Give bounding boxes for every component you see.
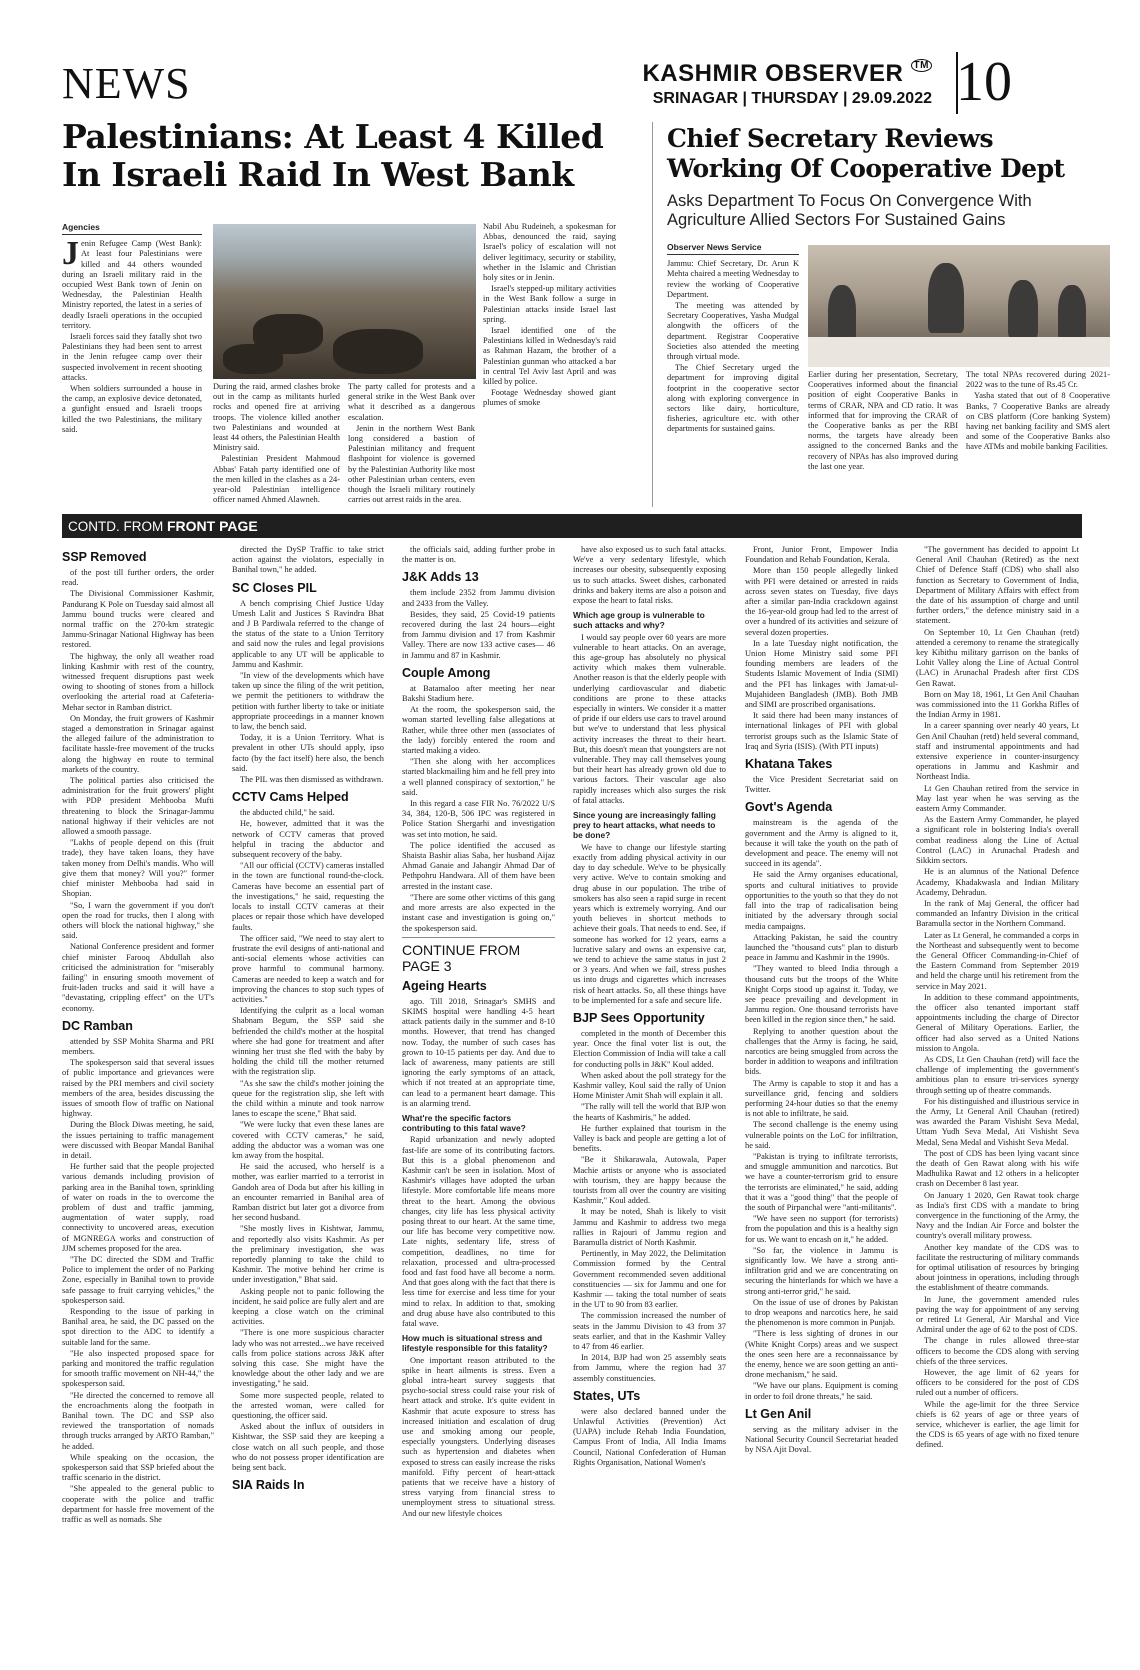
subhead-jk-adds: J&K Adds 13 xyxy=(402,570,479,585)
col1-para: The Divisional Commissioner Kashmir, Pandurang K Pole on Tuesday said almost all Jammu bound trucks were cleared and normal traffic on the 270-km strategic Jammu-Srinagar National Highway has been restored. xyxy=(62,589,214,650)
col3-para: The police identified the accused as Shaista Bashir alias Saba, her husband Aijaz Ahmad Ganaie and Jahangir Ahmad Dar of Pethpohru Handwara. All of them have been arrested in the instant case. xyxy=(402,840,555,891)
contd-col3 xyxy=(402,545,555,1520)
col1-para: "So, I warn the government if you don't open the road for trucks, then I along with others will block the national highway," she said. xyxy=(62,900,214,941)
paper-title-block xyxy=(642,60,932,108)
story2-para: Jammu: Chief Secretary, Dr. Arun K Mehta chaired a meeting Wednesday to review the working of Cooperative Department. xyxy=(667,259,799,299)
story1-col3 xyxy=(348,382,475,506)
subhead-govts-agenda: Govt's Agenda xyxy=(745,800,833,815)
story1-para: The party called for protests and a general strike in the West Bank over what it described as a dangerous escalation. xyxy=(348,382,475,422)
col5-para: "We have our plans. Equipment is coming in order to foil drone threats," he said. xyxy=(745,1381,898,1401)
col2-para: He said the accused, who herself is a mother, was earlier married to a terrorist in Gandoh area of Doda but after his killing in an encounter remarried in Banihal area of Ramban district but later got a divorce from her second husband. xyxy=(232,1162,384,1223)
interview-question: Since young are increasingly falling prey to heart attacks, what needs to be done? xyxy=(573,810,716,841)
story1-col4 xyxy=(483,222,616,410)
col6-para: "The government has decided to appoint Lt General Anil Chauhan (Retired) as the next Chief of Defence Staff (CDS) who shall also function as Secretary to Government of India, Department of Military Affairs with effect from the date of his assumption of charge and until further orders," the defence ministry said in a statement. xyxy=(916,545,1079,626)
col6-para: The post of CDS has been lying vacant since the death of Gen Rawat along with his wife Madhulika Rawat and 12 others in a helicopter crash on December 8 last year. xyxy=(916,1148,1079,1189)
col4-para: Pertinently, in May 2022, the Delimitation Commission formed by the Central Government recommended seven additional constituencies — six for Jammu and one for Kashmir — taking the total number of seats in the UT to 90 from 83 earlier. xyxy=(573,1249,726,1310)
contd-col6 xyxy=(916,545,1079,1452)
section-label: NEWS xyxy=(62,59,191,108)
col4-para: "The rally will tell the world that BJP won the hearts of Kashmiris," he added. xyxy=(573,1102,726,1122)
story2-col2 xyxy=(808,370,958,473)
subhead-ageing-hearts: Ageing Hearts xyxy=(402,978,487,993)
interview-question: Which age group is vulnerable to such attacks and why? xyxy=(573,610,705,631)
col6-para: As CDS, Lt Gen Chauhan (retd) will face the challenge of implementing the government's ambitious plan to ensure tri-services synergy through setting up of theatre commands. xyxy=(916,1054,1079,1095)
story1-text: enin Refugee Camp (West Bank): At least four Palestinians were killed and 44 others wounded during an Israeli military raid in the occupied West Bank town of Jenin on Wednesday, the Palestinian Health Ministry reported, the latest in a series of deadly Israeli operations in the occupied territory. xyxy=(62,239,202,330)
contd-col5 xyxy=(745,545,898,1456)
story1-headline: Palestinians: At Least 4 Killed In Israeli Raid In West Bank xyxy=(62,117,604,194)
meeting-photo xyxy=(808,245,1110,367)
story2-para: The Chief Secretary urged the department for improving digital footprint in the cooperative sector along with exploring convergence in sectors like dairy, horticulture, fisheries, agriculture etc. with other departments for sustained gains. xyxy=(667,363,799,434)
col4-para: were also declared banned under the Unlawful Activities (Prevention) Act (UAPA) include Rehab India Foundation, Campus Front of India, All India Imams Council, National Confederation of Human Rights Organisation, National Women's xyxy=(573,1406,726,1467)
col5-para: The Army is capable to stop it and has a surveillance grid, fencing and soldiers performing 24-hour duties so that the enemy is not able to infiltrate, he said. xyxy=(745,1078,898,1119)
col5-para: "Pakistan is trying to infiltrate terrorists, and smuggle ammunition and narcotics. But we have a counter-terrorism grid to ensure the terrorists are eliminated," he said, adding that it was a "good thing" that the people of the south of Pirpanchal were "anti-militants". xyxy=(745,1151,898,1212)
col2-para: "All our official (CCTV) cameras installed in the town are functional round-the-clock. Cameras have become an essential part of the investigations," he said, requesting the locals to install CCTV cameras at their places or repair those which have developed faults. xyxy=(232,861,384,932)
trademark-icon: TM xyxy=(911,59,932,72)
col1-para: attended by SSP Mohita Sharma and PRI members. xyxy=(62,1036,214,1056)
col5-para: It said there had been many instances of international linkages of PFI with global terrorist groups such as the Islamic State of Iraq and Syria (ISIS). (With PTI inputs) xyxy=(745,711,898,751)
col1-para: "He directed the concerned to remove all the encroachments along the footpath in Banihal town. The DC and SSP also reviewed the transportation of nomads through trucks arranged by ARTO Ramban," he added. xyxy=(62,1390,214,1451)
col2-para: "There is one more suspicious character lady who was not arrested...we have received calls from police stations across J&K after solving this case. She might have the knowledge about the other lady and we are investigating," he said. xyxy=(232,1328,384,1389)
person-shape xyxy=(828,285,856,340)
col3-para: "Then she along with her accomplices started blackmailing him and he fell prey into a well planned conspiracy of sextortion," he said. xyxy=(402,757,555,797)
col6-para: Born on May 18, 1961, Lt Gen Anil Chauhan was commissioned into the 11 Gorkha Rifles of the Indian Army in 1981. xyxy=(916,689,1079,720)
subhead-bjp-sees: BJP Sees Opportunity xyxy=(573,1010,705,1025)
page-number: 10 xyxy=(956,51,1012,113)
story-divider xyxy=(652,122,653,507)
story1-para: Palestinian President Mahmoud Abbas' Fatah party identified one of the men killed in the clashes as a 24-year-old Palestinian intelligence officer named Ahmed Alawneh. xyxy=(213,454,340,505)
interview-question: How much is situational stress and lifestyle responsible for this fatality? xyxy=(402,1333,548,1354)
col4-para: We have to change our lifestyle starting exactly from adding physical activity in our day to day schedule. We've to be physically very active. We've to contain smoking and drug abuse in our population. The tribe of smokers has also seen a rapid surge in recent years which is extremely worrying. And our youth believes in shortcut methods to achieve their goals. That needs to end. See, if someone has worked for 12 years, earns a lucrative salary and owns an expensive car, we tend to achieve the same status in just 2 or 3 years. And when we fail, stress pushes us into drugs and cigarettes which increases risk of heart attacks. So, all these things have to be implemented for a safe and secure life. xyxy=(573,842,726,1005)
paper-name-text: KASHMIR OBSERVER xyxy=(642,60,904,87)
col2-para: the abducted child," he said. xyxy=(240,808,335,818)
col5-para: "We have seen no support (for terrorists) from the population and this is a healthy sign for us. We want to encash on it," he added. xyxy=(745,1214,898,1244)
col5-para: "There is less sighting of drones in our (White Knight Corps) areas and we suspect the ones seen here are a reconnaissance by the enemy, hence we are soon getting an anti-drone mechanism," he said. xyxy=(745,1329,898,1380)
col2-para: He, however, admitted that it was the network of CCTV cameras that proved helpful in tracing the abductor and subsequent recovery of the baby. xyxy=(232,819,384,860)
jenin-raid-photo xyxy=(213,224,476,379)
col5-para: Front, Junior Front, Empower India Foundation and Rehab Foundation, Kerala. xyxy=(745,545,898,565)
col2-para: A bench comprising Chief Justice Uday Umesh Lalit and Justices S Ravindra Bhat and J B Pardiwala referred to the change of the status of the state to a Union Territory and said now the rules and legal provisions applicable to any UT will be applicable to Jammu and Kashmir. xyxy=(232,598,384,669)
story2-byline: Observer News Service xyxy=(667,242,799,255)
col4-para: In 2014, BJP had won 25 assembly seats from Jammu, where the region had 37 assembly constituencies. xyxy=(573,1353,726,1383)
contd-col4 xyxy=(573,545,726,1469)
col4-para: have also exposed us to such fatal attacks. We've a very sedentary lifestyle, which increases our obesity, subsequently exposing us to such attacks. Sweet dishes, carbonated drinks and bakery items are also a poison and expose the heart to fatal risks. xyxy=(573,545,726,606)
col6-para: Later as Lt General, he commanded a corps in the Northeast and subsequently went to become the General Officer Commanding-in-Chief of the Eastern Command from September 2019 and held the charge until his retirement from the service in May 2021. xyxy=(916,930,1079,991)
col6-para: While the age-limit for the three Service chiefs is 62 years of age or three years of service, whichever is earlier, the age limit for the CDS is 65 years of age with no fixed tenure defined. xyxy=(916,1399,1079,1450)
col6-para: Lt Gen Chauhan retired from the service in May last year when he was serving as the eastern Army Commander. xyxy=(916,783,1079,814)
contd-col2 xyxy=(232,545,384,1496)
story1-para: Jenin in the northern West Bank long considered a bastion of Palestinian militancy and frequent flashpoint for violence is governed by the Palestinian Authority like most other Palestinian urban centers, even though the Israeli military routinely carries out arrest raids in the area. xyxy=(348,423,475,505)
col6-para: In a career spanning over nearly 40 years, Lt Gen Anil Chauhan (retd) held several command, staff and instrumental appointments and had extensive experience in counter-insurgency operations in Jammu and Kashmir and Northeast India. xyxy=(916,721,1079,782)
person-shape xyxy=(928,263,964,333)
col1-para: Responding to the issue of parking in Banihal area, he said, the DC passed on the spot direction to the ADC to identify a suitable land for the same. xyxy=(62,1307,214,1347)
story1-col1 xyxy=(62,222,202,436)
dateline: SRINAGAR | THURSDAY | 29.09.2022 xyxy=(652,90,932,107)
col6-para: Another key mandate of the CDS was to facilitate the restructuring of military commands for optimal utilisation of resources by bringing about jointness in operations, including through the establishment of theatre commands. xyxy=(916,1242,1079,1293)
story1-para xyxy=(62,235,202,331)
col6-para: On September 10, Lt Gen Chauhan (retd) attended a ceremony to rename the strategically key Kibithu military garrison on the banks of Lohit Valley along the Line of Actual Control (LAC) in Arunachal Pradesh after first CDS Gen Rawat. xyxy=(916,627,1079,688)
col3-para: Besides, they said, 25 Covid-19 patients recovered during the last 24 hours—eight from Jammu division and 17 from Kashmir Valley. There are now 133 active cases— 46 in Jammu and 87 in Kashmir. xyxy=(402,609,555,660)
col6-para: In June, the government amended rules paving the way for appointment of any serving or retired Lt General, Air Marshal and Vice Admiral under the age of 62 to the post of CDS. xyxy=(916,1294,1079,1335)
story1-para: When soldiers surrounded a house in the camp, an explosive device detonated, a gunfight ensued and Israeli troops killed the two Palestinians, the military said. xyxy=(62,384,202,434)
col1-para: National Conference president and former chief minister Farooq Abdullah also criticised the administration for "miserably failing" in ensuring smooth movement of fruit-laden trucks and said it will have a "devastating, crippling effect" on the UT's economy. xyxy=(62,942,214,1013)
col2-para: Asked about the influx of outsiders in Kishtwar, the SSP said they are keeping a close watch on all such people, and those who do not possess proper identification are being sent back. xyxy=(232,1422,384,1473)
col3-para: At the room, the spokesperson said, the woman started levelling false allegations at Rather, while three other men (associates of the lady) forcibly entered the room and started making a video. xyxy=(402,705,555,756)
story2-para: Earlier during her presentation, Secretary, Cooperatives informed about the financial position of eight Cooperative Banks in terms of CRAR, NPA and CD ratio. It was informed that for improving the CRAR of the Cooperative banks as per the RBI norms, the targets have already been assigned to the concerned Banks and the recovery of NPAs has also improved during the last one year. xyxy=(808,370,958,471)
subhead-couple-among: Couple Among xyxy=(402,665,491,680)
col5-para: In a late Tuesday night notification, the Union Home Ministry said some PFI founding members are leaders of the Students Islamic Movement of India (SIMI) and the PFI has linkages with Jamat-ul-Mujahideen Bangladesh (JMB). Both JMB and SIMI are proscribed organisations. xyxy=(745,638,898,710)
col1-para: "Lakhs of people depend on this (fruit trade), they have taken loans, they have taken money from Delhi's mandis. Who will give them that money? Will you?" former chief minister Mehbooba had said in Shopian. xyxy=(62,838,214,899)
col3-para: ago. Till 2018, Srinagar's SMHS and SKIMS hospital were handling 4-5 heart attack patients daily in the summer and 8-10 months. However, that trend has changed now. Today, the number of such cases has grown to 10-15 patients per day. And due to lack of awareness, many patients are still ignoring the early symptoms of an attack, which if not treated at an appropriate time, can lead to a permanent heart damage. This is an alarming trend. xyxy=(402,996,555,1108)
col6-para: On January 1 2020, Gen Rawat took charge as India's first CDS with a mandate to bring convergence in the functioning of the Army, the Navy and the Indian Air Force and bolster the country's overall military prowess. xyxy=(916,1190,1079,1241)
col5-para: More than 150 people allegedly linked with PFI were detained or arrested in raids across seven states on Tuesday, five days after a similar pan-India crackdown against the 16-year-old group had led to the arrest of over a hundred of its activities and seizure of several dozen properties. xyxy=(745,566,898,637)
col2-para: "As she saw the child's mother joining the queue for the registration slip, she left with the child within a minute and took narrow lanes to escape the scene," Bhat said. xyxy=(232,1078,384,1119)
story2-headline: Chief Secretary Reviews Working Of Cooperative Dept xyxy=(667,124,1065,183)
col6-para: In the rank of Maj General, the officer had commanded an Infantry Division in the critical Baramulla sector in the Northern Command. xyxy=(916,898,1079,929)
col6-para: The change in rules allowed three-star officers to become the CDS along with serving chiefs of the three services. xyxy=(916,1336,1079,1366)
col1-para: He further said that the people projected various demands including provision of parking area in the Banihal town, sprinkling of water on roads in the to overcome the problem of dust and traffic jamming, augmentation of water supply, road connectivity to uncovered areas, execution of MGNREGA works and construction of JJM schemes proposed for the area. xyxy=(62,1162,214,1253)
col3-para: "There are some other victims of this gang and more arrests are also expected in the instant case and investigation is going on," the spokesperson said. xyxy=(402,892,555,933)
subhead-sc-closes-pil: SC Closes PIL xyxy=(232,580,317,595)
col3-para: at Batamaloo after meeting her near Bakshi Stadium here. xyxy=(402,683,555,704)
story1-para: Nabil Abu Rudeineh, a spokesman for Abbas, denounced the raid, saying Israel's policy of escalation will not deliver legitimacy, security or stability, whether in the Islamic and Christian holy sites or in Jenin. xyxy=(483,222,616,283)
col2-para: The officer said, "We need to stay alert to frustrate the evil designs of anti-national and anti-social elements whose activities can prove harmful to communal harmony. Cameras are needed to keep a watch and for improving the chances to stop such types of activities." xyxy=(232,933,384,1004)
col5-para: mainstream is the agenda of the government and the Army is aligned to it, because it will take the youth on the path of development and peace. The enemy will not succeed in its agenda". xyxy=(745,818,898,869)
col1-para: of the post till further orders, the order read. xyxy=(62,568,214,588)
col4-para: When asked about the poll strategy for the Kashmir valley, Koul said the rally of Union Home Minister Amit Shah will explain it all. xyxy=(573,1070,726,1101)
col4-para: "Be it Shikarawala, Autowala, Paper Machie artists or anyone who is associated with tourism, they are happy because the tourists from all over the country are visiting Kashmir," Koul added. xyxy=(573,1155,726,1206)
story1-col2 xyxy=(213,382,340,506)
subhead-states-uts: States, UTs xyxy=(573,1388,641,1403)
story1-para: Israel's stepped-up military activities in the West Bank follow a surge in Palestinian attacks inside Israel last spring. xyxy=(483,284,616,324)
col4-para: completed in the month of December this year. Once the final voter list is out, the Election Commission of India will take a call for conducting polls in J&K" Koul added. xyxy=(573,1028,726,1069)
col1-para: While speaking on the occasion, the spokesperson said that SSP briefed about the traffic scenario in the district. xyxy=(62,1452,214,1483)
col5-para: "They wanted to bleed India through a thousand cuts but the troops of the White Knight Corps stood up against it. Today, we see peace prevailing and development in Jammu region. One thousand terrorists have been killed in the region since then," he said. xyxy=(745,964,898,1025)
story2-subhead: Asks Department To Focus On Convergence With Agriculture Allied Sectors For Sustained Gains xyxy=(667,192,1032,229)
story2-para: Yasha stated that out of 8 Cooperative Banks, 7 Cooperative Banks are already on CBS platform (Core banking System) having net banking facility and SMS alert and some of the Cooperative Banks also have ATMs and mobile banking Facilities. xyxy=(966,391,1110,452)
col3-para: One important reason attributed to the spike in heart ailments is stress. Even a global intra-heart survey suggests that psycho-social stress could raise your risk of heart attack and stroke. It's quite evident in Kashmir that acute exposure to stress has increased initiation and escalation of drug use and smoking among our people, especially youngsters. Underlying diseases such as hypertension and diabetes when exposed to stress can easily increase the risks manifold. Fifty percent of heart-attack patients that we receive have a history of stress varying from financial stress to unemployment stress to situational stress. And our new lifestyle choices xyxy=(402,1355,555,1518)
col6-para: In addition to these command appointments, the officer also tenanted important staff appointments including the charge of Director General of Military Operations. Earlier, the officer had also served as a United Nations mission to Angola. xyxy=(916,992,1079,1053)
rubble-shape xyxy=(223,344,283,374)
col5-para: The second challenge is the enemy using vulnerable points on the LoC for infiltration, he said. xyxy=(745,1120,898,1150)
col6-para: As the Eastern Army Commander, he played a significant role in bolstering India's overall combat readiness along the Line of Actual Control (LAC) in Arunachal Pradesh and Sikkim sectors. xyxy=(916,815,1079,866)
subhead-cctv-cams: CCTV Cams Helped xyxy=(232,790,349,805)
paper-name xyxy=(642,60,932,88)
person-shape xyxy=(1058,285,1086,340)
subhead-sia-raids: SIA Raids In xyxy=(232,1478,305,1493)
col6-para: For his distinguished and illustrious service in the Army, Lt General Anil Chauhan (retired) was awarded the Param Vishisht Seva Medal, Uttam Yudh Seva Medal, Ati Vishisht Seva Medal, Sena Medal and Vishisht Seva Medal. xyxy=(916,1096,1079,1147)
contd-col1 xyxy=(62,545,214,1526)
story2-col1 xyxy=(667,242,799,436)
col4-para: It may be noted, Shah is likely to visit Jammu and Kashmir to address two mega rallies in Rajouri of Jammu region and Baramulla district of North Kashmir. xyxy=(573,1207,726,1247)
col4-para: I would say people over 60 years are more vulnerable to heart attacks. On an average, this age-group has absolutely no physical activity which makes them vulnerable. Another reason is that the elderly people with underlying cardiovascular and diabetic conditions are prone to these attacks especially in winters. We consider it a matter of pride if our elders use cars to travel around but we've to understand that less physical activity increases the threat to their heart. But, this doesn't mean that youngsters are not vulnerable. They may call themselves young but their heart has already grown old due to various factors. Their vascular age also rapidly increases which also surges the risk of fatal attacks. xyxy=(573,632,726,805)
col5-para: "So far, the violence in Jammu is significantly low. We have a strong anti-infiltration grid and we are concentrating on securing the hinterlands for which we have a strong anti-terror grid," he said. xyxy=(745,1245,898,1296)
col3-para: them include 2352 from Jammu division and 2433 from the Valley. xyxy=(402,588,555,608)
col5-para: serving as the military adviser in the National Security Council Secretariat headed by NSA Ajit Doval. xyxy=(745,1424,898,1455)
story2-para: The meeting was attended by Secretary Cooperatives, Yasha Mudgal alongwith the officers of the department. Registrar Cooperative Societies also attended the meeting through virtual mode. xyxy=(667,301,799,362)
subhead-ssp-removed: SSP Removed xyxy=(62,550,147,564)
col2-para: directed the DySP Traffic to take strict action against the violators, especially in Banihal town," he added. xyxy=(232,545,384,575)
story1-para: Footage Wednesday showed giant plumes of smoke xyxy=(483,388,616,408)
col1-para: "She appealed to the general public to cooperate with the police and traffic department for hassle free movement of the traffic as well as nomads. She xyxy=(62,1484,214,1525)
col2-para: Today, it is a Union Territory. What is prevalent in other UTs should apply, ipso facto (by the fact itself) here also, the bench said. xyxy=(232,733,384,773)
col3-para: Rapid urbanization and newly adopted fast-life are some of its contributing factors. But this is a global phenomenon and Kashmir can't be seen in isolation. Most of Kashmir's villages have adopted the urban lifestyle. More comfortable life means more threat to the heart. Among the obvious changes, city life has less physical activity posing threat to our heart. At the same time, our life has become very competitive now. Late nights, sedentary life, stress of competition, deadlines, no time for relaxation, processed and ultra-processed food and fast food have all become a norm. And that goes along with the fact that there is less time for exercise and less time for your mind to relax. In addition to that, smoking and drug abuse have also contributed to this fatal wave. xyxy=(402,1135,555,1328)
col2-para: Identifying the culprit as a local woman Shabnam Begum, the SSP said she befriended the child's mother at the hospital where she had gone for treatment and after winning her trust she fled with the baby by holding the child till the mother returned with the registration slip. xyxy=(232,1006,384,1077)
col1-para: On Monday, the fruit growers of Kashmir staged a demonstration in Srinagar against the alleged failure of the administration to facilitate hassle-free movement of the trucks along the highway en route to terminal markets of the country. xyxy=(62,713,214,774)
col2-para: "In view of the developments which have taken up since the filing of the writ petition, we permit the petitioners to withdraw the petition with further liberty to take or initiate appropriate proceedings in a manner known to law, the bench said. xyxy=(232,671,384,732)
continued-from-front-page-bar xyxy=(62,514,1082,538)
col6-para: However, the age limit of 62 years for officers to be considered for the post of CDS ruled out a number of officers. xyxy=(916,1368,1079,1398)
col5-para: Attacking Pakistan, he said the country launched the "thousand cuts" plan to disturb peace in Jammu and Kashmir in the 1990s. xyxy=(745,932,898,963)
col3-para: the officials said, adding further probe in the matter is on. xyxy=(402,545,555,565)
subhead-khatana-takes: Khatana Takes xyxy=(745,757,833,772)
col4-para: The commission increased the number of seats in the Jammu Division to 43 from 37 seats earlier, and that in the Kashmir Valley to 47 from 46 earlier. xyxy=(573,1311,726,1352)
col1-para: "The DC directed the SDM and Traffic Police to implement the order of no Parking Zone, especially in Banihal town to provide safe passage to fruit carrying vehicles," the spokesperson said. xyxy=(62,1255,214,1305)
col1-para: The highway, the only all weather road linking Kashmir with rest of the country, witnessed frequent disruptions past week owing to shooting of stones from a hillock overlooking the arterial road at Cafeteria-Mehar sector in Ramban district. xyxy=(62,651,214,712)
col1-para: The political parties also criticised the administration for the fruit growers' plight with PDP president Mehbooba Mufti threatening to block the Srinagar-Jammu national highway if their vehicles are not allowed a smooth passage. xyxy=(62,776,214,837)
col6-para: He is an alumnus of the National Defence Academy, Khadakwasla and Indian Military Academy, Dehradun. xyxy=(916,867,1079,897)
story2-col3 xyxy=(966,370,1110,454)
col5-para: He said the Army organises educational, sports and cultural initiatives to provide opportunities to the youth so that they do not fall into the trap of radicalisation being initiated by the adversary through social media campaigns. xyxy=(745,870,898,931)
story1-byline: Agencies xyxy=(62,222,202,235)
col1-para: During the Block Diwas meeting, he said, the issues pertaining to traffic management were discussed with Beopar Mandal Banihal in detail. xyxy=(62,1120,214,1160)
col2-para: Some more suspected people, related to the arrested woman, were called for questioning, the officer said. xyxy=(232,1390,384,1421)
col4-para: He further explained that tourism in the Valley is back and people are getting a lot of benefits. xyxy=(573,1123,726,1154)
subhead-lt-gen-anil: Lt Gen Anil xyxy=(745,1406,812,1421)
rule xyxy=(402,937,555,938)
masthead xyxy=(62,51,1082,113)
story1-para: Israeli forces said they fatally shot two Palestinians they had been sent to arrest in the Jenin refugee camp over their suspected involvement in recent shooting attacks. xyxy=(62,332,202,382)
meeting-table xyxy=(808,337,1110,367)
contd-bold: FRONT PAGE xyxy=(167,518,258,534)
col1-para: The spokesperson said that several issues of public importance and grievances were raised by the PRI members and civil society members of the area, besides discussing the issues of smooth flow of traffic on National highway. xyxy=(62,1058,214,1119)
col2-para: Asking people not to panic following the incident, he said police are fully alert and are keeping a close watch on the criminal activities. xyxy=(232,1286,384,1327)
person-shape xyxy=(1008,280,1038,338)
rubble-shape xyxy=(333,329,423,374)
story1-para: Israel identified one of the Palestinians killed in Wednesday's raid as Rahman Hazam, the brother of a Palestinian gunman who attacked a bar in central Tel Aviv last April and was killed by police. xyxy=(483,326,616,387)
col5-para: Replying to another question about the challenges that the Army is facing, he said, narcotics are being smuggled from across the border in addition to weapons and infiltration bids. xyxy=(745,1026,898,1077)
dropcap: J xyxy=(62,235,79,273)
story1-para: During the raid, armed clashes broke out in the camp as militants hurled rocks and opened fire at arriving troops. The violence killed another two Palestinians and wounded at least 44 others, the Palestinian Health Ministry said. xyxy=(213,382,340,453)
col3-para: In this regard a case FIR No. 76/2022 U/S 34, 384, 120-B, 506 IPC was registered in Police Station Shergarhi and investigation was set into motion, he said. xyxy=(402,799,555,839)
col5-para: On the issue of use of drones by Pakistan to drop weapons and narcotics here, he said the phenomenon is more common in Punjab. xyxy=(745,1297,898,1328)
col5-para: the Vice President Secretariat said on Twitter. xyxy=(745,775,898,795)
col2-para: "She mostly lives in Kishtwar, Jammu, and reportedly also visits Kashmir. As per the preliminary investigation, she was reportedly planning to take the child to Kashmir. The motive behind her crime is under investigation," Bhat said. xyxy=(232,1224,384,1285)
interview-question: What're the specific factors contributing to this fatal wave? xyxy=(402,1112,526,1134)
col2-para: The PIL was then dismissed as withdrawn. xyxy=(240,775,384,785)
col2-para: "We were lucky that even these lanes are covered with CCTV cameras," he said, adding the abductor was a woman was one km away from the hospital. xyxy=(232,1120,384,1160)
contd-prefix: CONTD. FROM xyxy=(68,519,167,534)
story2-para: The total NPAs recovered during 2021-2022 was to the tune of Rs.45 Cr. xyxy=(966,370,1110,390)
col1-para: "He also inspected proposed space for parking and monitored the traffic regulation for smooth traffic movement on NH-44," the spokesperson said. xyxy=(62,1348,214,1389)
subhead-dc-ramban: DC Ramban xyxy=(62,1018,133,1033)
subhead-continue-page3: CONTINUE FROM PAGE 3 xyxy=(402,941,521,974)
